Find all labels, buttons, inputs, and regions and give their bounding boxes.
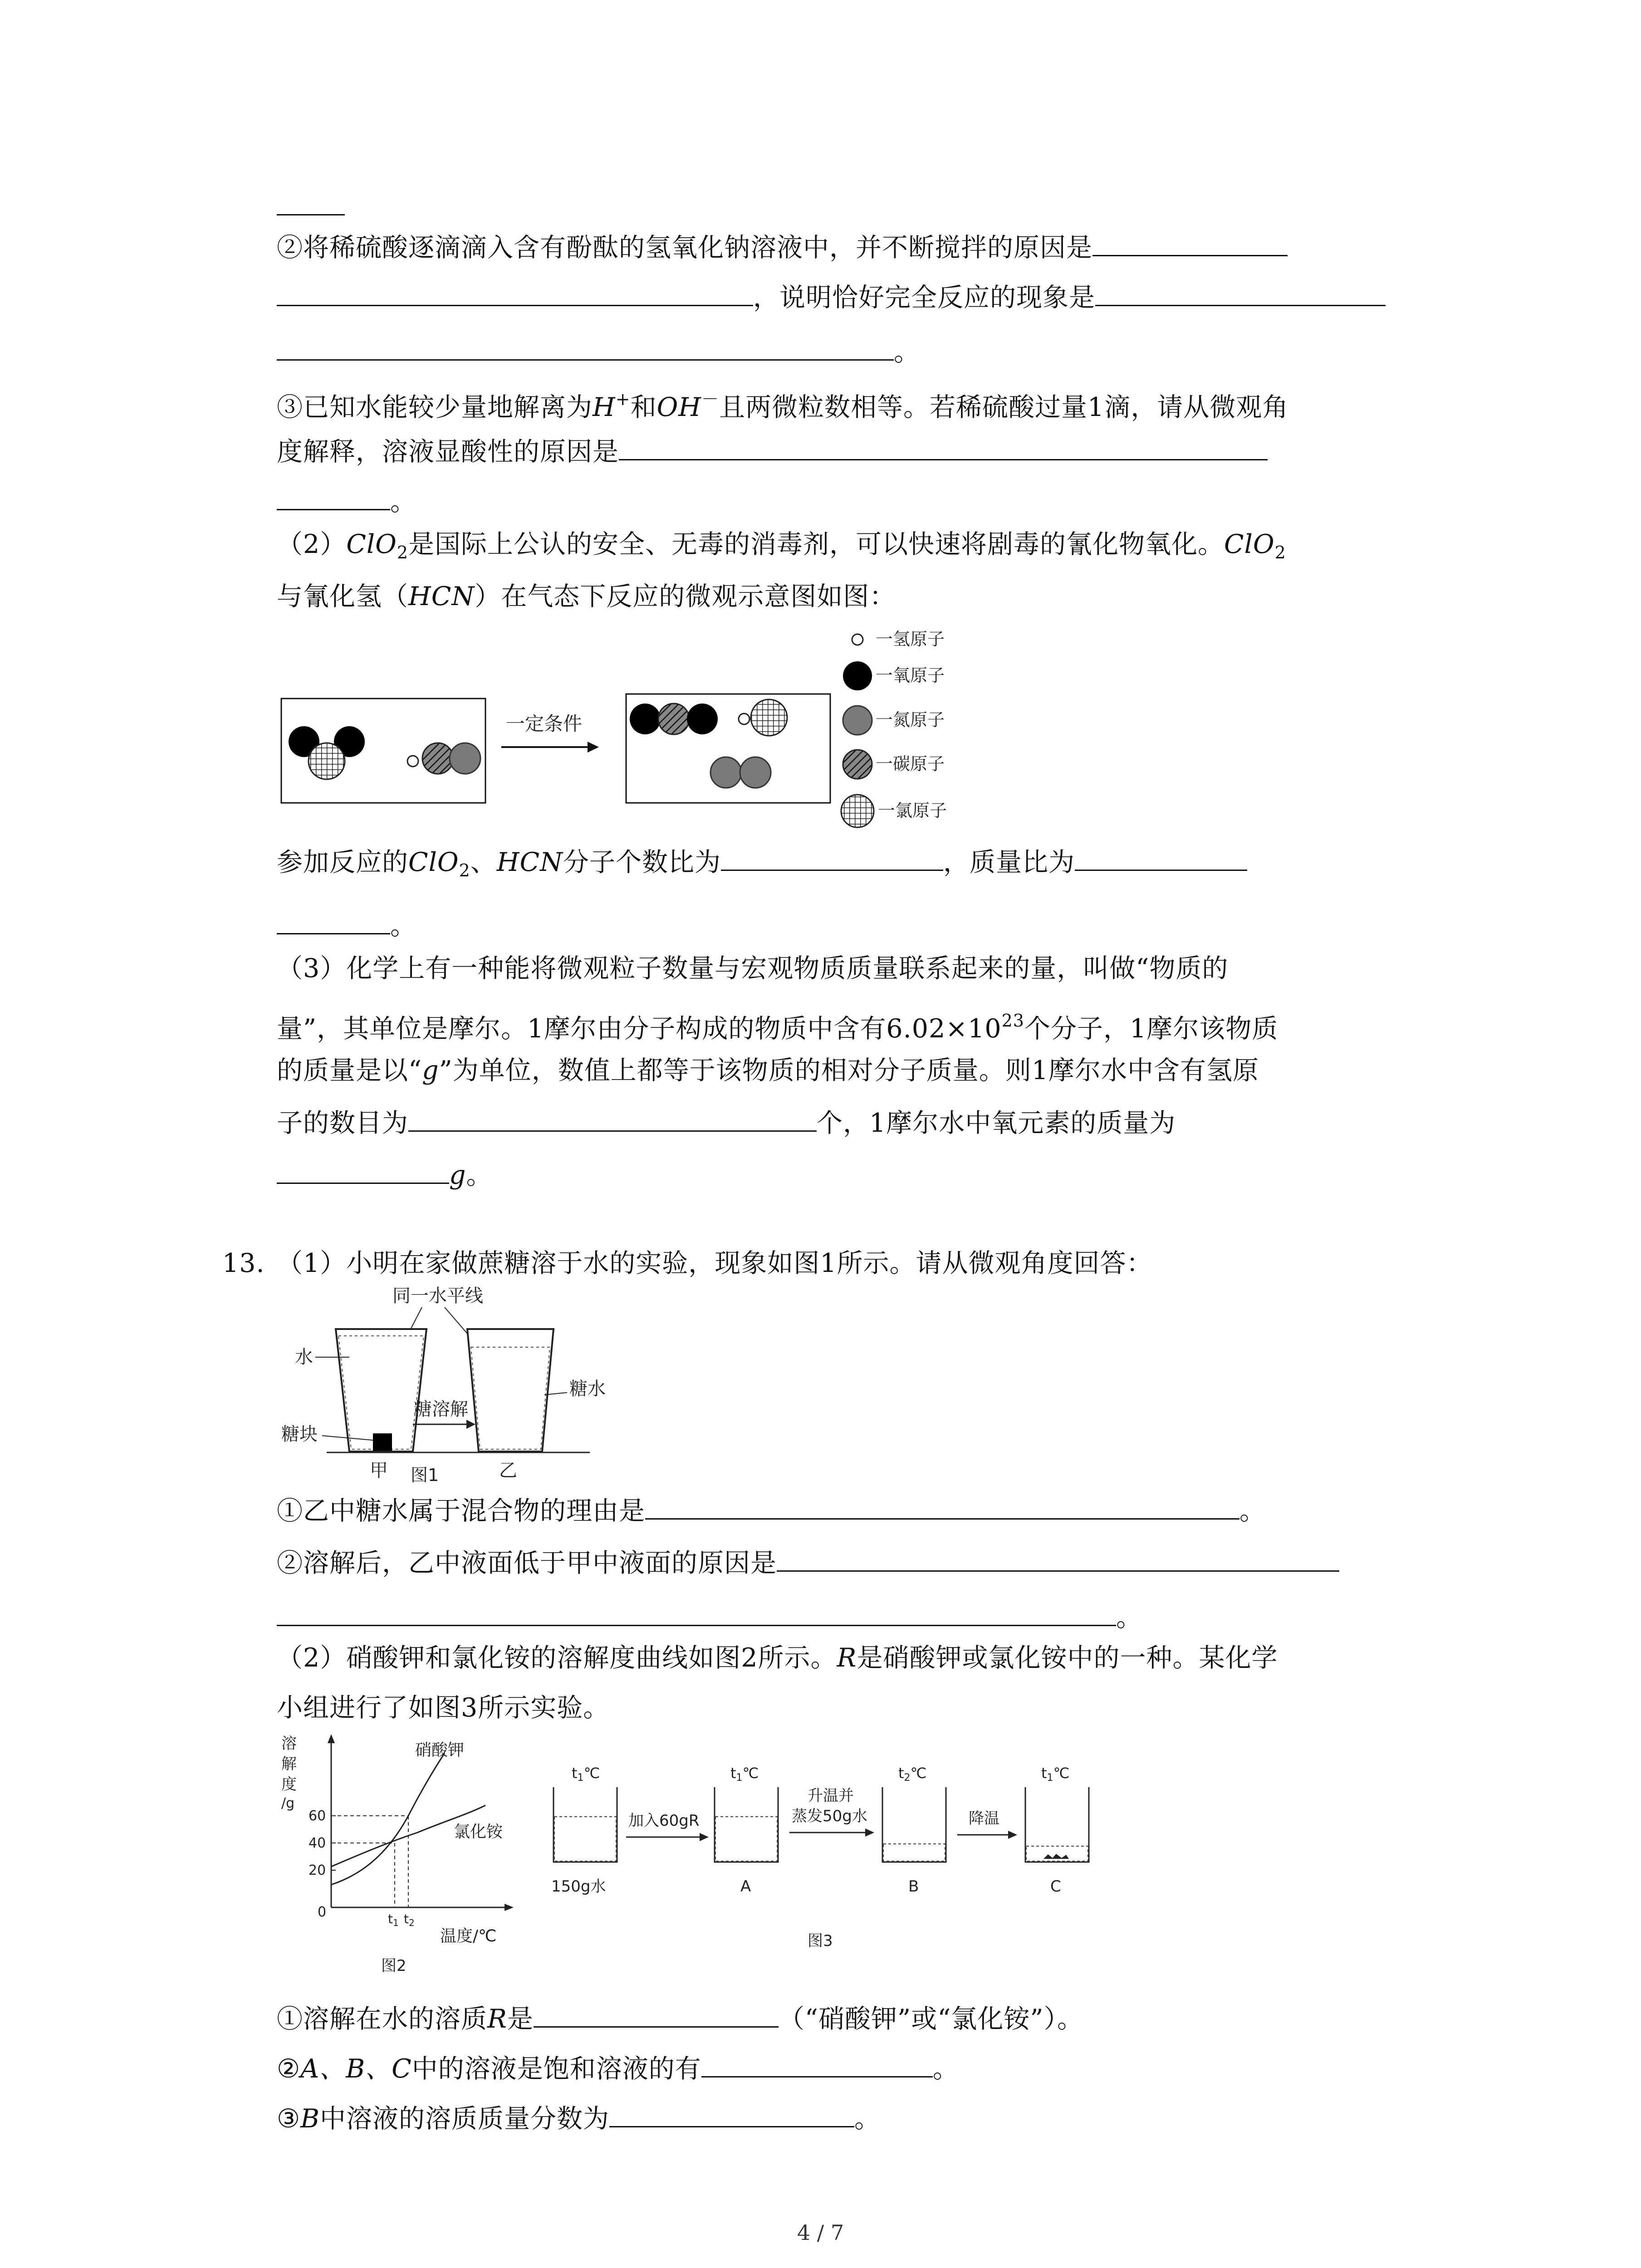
arrow-head-icon: [865, 1828, 874, 1837]
q12-s3-line1: ③已知水能较少量地解离为H+和OH－且两微粒数相等。若稀硫酸过量1滴，请从微观角: [277, 389, 1289, 422]
oxygen-atom-icon: [843, 661, 872, 690]
arrow-head-icon: [1008, 1831, 1017, 1839]
x-axis-arrow-icon: [505, 1904, 514, 1911]
answer-blank[interactable]: [619, 431, 1268, 460]
label-nh4cl: 氯化铵: [454, 1823, 503, 1841]
legend-carbon: 一碳原子: [876, 754, 945, 774]
answer-blank[interactable]: [277, 1154, 449, 1184]
step-cool: 降温: [969, 1809, 999, 1828]
step-evaporate: 蒸发50g水: [792, 1807, 867, 1825]
liquid-1: [554, 1817, 616, 1861]
step-add-60gR: 加入60gR: [628, 1812, 700, 1830]
chlorine-atom-icon: [841, 795, 874, 827]
figure-3-caption: 图3: [808, 1932, 833, 1950]
q13-q2-line2: 。: [277, 1597, 1142, 1636]
label-C: C: [1050, 1877, 1061, 1896]
q12-s2-line1: ②将稀硫酸逐滴滴入含有酚酞的氢氧化钠溶液中，并不断搅拌的原因是: [277, 227, 1288, 266]
q12-s2-line2: ，说明恰好完全反应的现象是: [277, 277, 1386, 316]
y-axis-arrow-icon: [328, 1734, 335, 1743]
q12-p3-line3: 的质量是以“g”为单位，数值上都等于该物质的相对分子质量。则1摩尔水中含有氢原: [277, 1056, 1259, 1085]
q13-q2: ②溶解后，乙中液面低于甲中液面的原因是: [277, 1542, 1339, 1581]
answer-blank[interactable]: [701, 2048, 933, 2077]
arrow-label: 一定条件: [506, 713, 583, 735]
carbon-atom-icon: [422, 743, 453, 774]
label-kno3: 硝酸钾: [415, 1741, 465, 1760]
label-150g-water: 150g水: [551, 1877, 606, 1896]
answer-blank[interactable]: [1095, 277, 1386, 306]
ylabel-char: 度: [281, 1775, 297, 1794]
temp-t1: t1℃: [1041, 1765, 1070, 1784]
ytick-40: 40: [309, 1835, 326, 1851]
ytick-60: 60: [309, 1808, 326, 1824]
q12-p3-line1: （3）化学上有一种能将微观粒子数量与宏观物质质量联系起来的量，叫做“物质的: [277, 953, 1229, 983]
temp-t1: t1℃: [730, 1765, 759, 1784]
q13-q1: ①乙中糖水属于混合物的理由是 。: [277, 1490, 1266, 1529]
label-yi: 乙: [499, 1460, 517, 1481]
answer-blank[interactable]: [1075, 841, 1247, 871]
legend-oxygen: 一氧原子: [876, 665, 945, 685]
nitrogen-atom-icon: [740, 757, 771, 788]
q12-s2-line3: 。: [277, 331, 920, 370]
water-jia: [338, 1336, 424, 1449]
q12-s3-line3: 。: [277, 481, 416, 520]
q13-p1: （1）小明在家做蔗糖溶于水的实验，现象如图1所示。请从微观角度回答：: [277, 1248, 1153, 1278]
figure-2-caption: 图2: [381, 1957, 407, 1975]
chlorine-atom-icon: [309, 743, 345, 779]
label-A: A: [740, 1877, 751, 1896]
xlabel: 温度/℃: [440, 1927, 497, 1945]
level-leader-line: [445, 1307, 467, 1334]
oxygen-atom-icon: [687, 704, 718, 734]
hydrogen-atom-icon: [852, 634, 863, 645]
q13-a1: ①溶解在水的溶质R是 （“硝酸钾”或“氯化铵”）。: [277, 1998, 1083, 2037]
temp-t1: t1℃: [572, 1765, 600, 1784]
legend-nitrogen: 一氮原子: [876, 710, 945, 730]
liquid-c: [1026, 1846, 1088, 1861]
arrow-head-icon: [588, 742, 599, 753]
hydrogen-atom-icon: [739, 714, 749, 724]
sugar-water-yi: [471, 1347, 550, 1449]
answer-blank[interactable]: [277, 214, 345, 215]
chlorine-atom-icon: [751, 699, 787, 736]
label-jia: 甲: [370, 1460, 388, 1481]
answer-blank[interactable]: [408, 1102, 817, 1132]
label-sugar-block: 糖块: [281, 1424, 318, 1445]
q13-p2: （2）硝酸钾和氯化铵的溶解度曲线如图2所示。R是硝酸钾或氯化铵中的一种。某化学: [277, 1643, 1278, 1673]
answer-blank[interactable]: [277, 905, 390, 934]
question-number: 13.: [222, 1248, 265, 1278]
figure-1-caption: 图1: [411, 1465, 439, 1485]
reaction-diagram: [272, 617, 998, 844]
liquid-a: [715, 1817, 777, 1861]
figure-3: [544, 1760, 1143, 1950]
label-dissolve: 糖溶解: [414, 1399, 468, 1420]
xtick-t1: $t_1$: [388, 1911, 399, 1928]
carbon-atom-icon: [843, 750, 872, 779]
label-sugar-water: 糖水: [569, 1378, 606, 1399]
q12-s3-line2: 度解释，溶液显酸性的原因是: [277, 431, 1268, 470]
q12-ratio-line: 参加反应的ClO$_2$、HCN分子个数比为 ，质量比为: [277, 841, 1247, 889]
q13-p2-line2: 小组进行了如图3所示实验。: [277, 1693, 610, 1723]
kno3-curve: [331, 1753, 445, 1885]
sugar-block-icon: [373, 1433, 392, 1451]
answer-blank[interactable]: [1092, 227, 1288, 256]
q12-p3-line2: 量”，其单位是摩尔。1摩尔由分子构成的物质中含有$6.02\times 10^{23}$个分子，1摩尔该物质: [277, 1011, 1279, 1044]
ylabel-char: 溶: [281, 1735, 297, 1753]
answer-blank[interactable]: [777, 1542, 1339, 1572]
q12-p3-line4: 子的数目为 个，1摩尔水中氧元素的质量为: [277, 1102, 1176, 1141]
q12-p2-line2: 与氰化氢（HCN）在气态下反应的微观示意图如图：: [277, 582, 896, 611]
answer-blank[interactable]: [277, 277, 753, 306]
page-number: 4 / 7: [797, 2220, 844, 2245]
nitrogen-atom-icon: [710, 757, 741, 788]
hydrogen-atom-icon: [407, 756, 418, 767]
q13-a3: ③B中溶液的溶质质量分数为 。: [277, 2098, 881, 2137]
q12-ratio-line2: 。: [277, 905, 416, 944]
answer-blank[interactable]: [645, 1490, 1239, 1520]
step-heat: 升温并: [808, 1787, 854, 1805]
arrow-head-icon: [466, 1420, 475, 1429]
answer-blank[interactable]: [277, 1597, 1116, 1626]
atom-legend: [841, 629, 947, 827]
q13-a2: ②A、B、C中的溶液是饱和溶液的有 。: [277, 2048, 959, 2087]
q12-p3-line5: g。: [277, 1154, 493, 1193]
ytick-0: 0: [318, 1904, 327, 1920]
label-B: B: [908, 1877, 919, 1896]
answer-blank[interactable]: [609, 2098, 854, 2127]
nitrogen-atom-icon: [843, 706, 872, 735]
nitrogen-atom-icon: [450, 743, 480, 774]
xtick-t2: $t_2$: [404, 1911, 415, 1928]
ylabel-char: 解: [281, 1755, 297, 1773]
temp-t2: t2℃: [898, 1765, 927, 1784]
answer-blank[interactable]: [534, 1998, 779, 2028]
legend-hydrogen: 一氢原子: [876, 629, 945, 649]
oxygen-atom-icon: [630, 704, 661, 734]
label-water: 水: [295, 1347, 313, 1368]
answer-blank[interactable]: [277, 331, 894, 361]
ytick-20: 20: [309, 1862, 326, 1878]
liquid-b: [883, 1844, 945, 1861]
arrow-head-icon: [700, 1833, 709, 1841]
legend-chlorine: 一氯原子: [878, 801, 947, 821]
carbon-atom-icon: [658, 704, 689, 734]
label-same-level: 同一水平线: [392, 1286, 483, 1306]
answer-blank[interactable]: [277, 481, 390, 510]
figure-2: [272, 1730, 526, 1975]
answer-blank[interactable]: [721, 841, 943, 871]
ylabel-char: /g: [281, 1795, 295, 1811]
figure-1: [272, 1284, 644, 1488]
q12-p2-line1: （2）ClO$_2$是国际上公认的安全、无毒的消毒剂，可以快速将剧毒的氰化物氧化。ClO$_2$: [277, 529, 1286, 562]
